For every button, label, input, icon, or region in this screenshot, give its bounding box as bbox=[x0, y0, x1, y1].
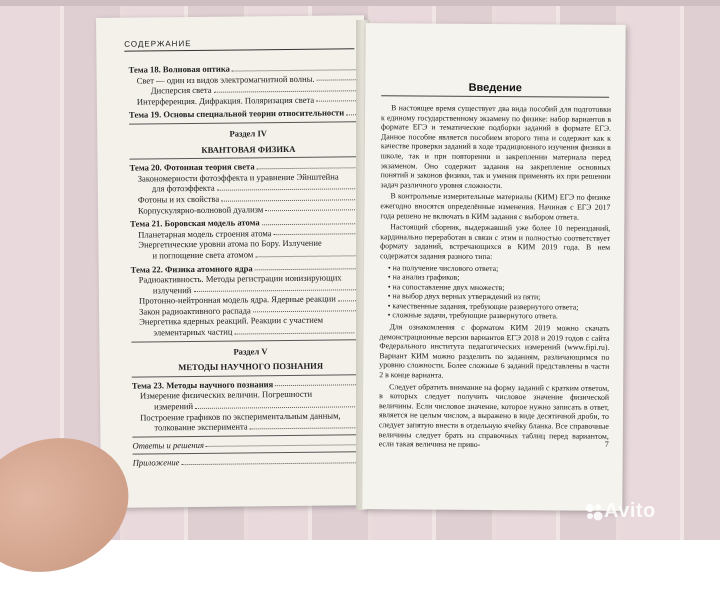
table-plank bbox=[0, 0, 720, 6]
toc-leader-dots bbox=[274, 227, 358, 235]
title-rule bbox=[381, 95, 609, 98]
toc-leader-dots bbox=[206, 438, 356, 447]
toc-entry-title: Радиоактивность. Методы регистрации ионизирующих bbox=[138, 272, 342, 285]
toc-leader-dots bbox=[346, 108, 356, 116]
toc-leader-dots bbox=[253, 304, 359, 313]
toc-separator bbox=[133, 452, 371, 455]
toc-leader-dots bbox=[257, 160, 357, 169]
paragraph: В настоящее время существует два вида пособий для подготовки к единому государственному экзамену по физике: набор вариантов в формате ЕГЭ и тематические подборки заданий в формате ЕГЭ. Данное пособие является пособием второго типа и содержит как к качестве проверки заданий в ходе традиционного изучения физики в школе, так и при повторении и закреплении материала перед экзаменом. Оно содержит задания на закрепление основных понятий и законов физики, так и умения применять их при решении задач различного уровня сложности. bbox=[380, 103, 612, 190]
paragraph: Для ознакомления с форматом КИМ 2019 можно скачать демонстрационные версии вариантов ЕГЭ 2018 и 2019 годов с сайта Федерального института педагогических измерений (www.fipi.ru). Вариант КИМ можно разделить по заданиям, различающимся по уровню сложности. Более сложные 6 заданий представлены в части 2 в конце варианта. bbox=[379, 322, 610, 380]
toc-entry-title: Планетарная модель строения атома bbox=[138, 227, 272, 240]
running-header: СОДЕРЖАНИЕ bbox=[124, 39, 192, 49]
toc-leader-dots bbox=[193, 283, 358, 292]
list-item: • качественные задания, требующие развернутого ответа; bbox=[388, 301, 610, 312]
toc-entry bbox=[132, 438, 370, 451]
toc-section-heading: МЕТОДЫ НАУЧНОГО ПОЗНАНИЯ bbox=[178, 360, 324, 373]
toc-entry-title: Тема 22. Физика атомного ядра bbox=[130, 262, 253, 275]
toc-leader-dots bbox=[232, 62, 356, 71]
toc-section-heading: Раздел V bbox=[233, 345, 268, 357]
list-item: • сложные задачи, требующие развернутого ответа. bbox=[388, 311, 610, 322]
toc-entry-title: Тема 20. Фотонная теория света bbox=[129, 161, 255, 173]
toc-entry-title: Ответы и решения bbox=[132, 439, 204, 451]
toc-entry-title: Интерференция. Дифракция. Поляризация света bbox=[136, 94, 315, 107]
toc-entry bbox=[129, 94, 367, 107]
toc-entry-title: Построение графиков по экспериментальным данным, bbox=[140, 410, 341, 423]
toc-entry bbox=[132, 420, 370, 433]
toc-entry-title: и поглощение света атомом bbox=[152, 249, 254, 261]
list-item: • на анализ графиков; bbox=[388, 272, 610, 283]
toc-entry-title: для фотоэффекта bbox=[151, 183, 215, 194]
header-rule bbox=[124, 48, 354, 51]
toc-leader-dots bbox=[195, 399, 355, 408]
toc-leader-dots bbox=[217, 182, 358, 191]
toc-section-heading: Раздел IV bbox=[229, 128, 268, 139]
table-of-contents bbox=[128, 59, 370, 468]
toc-entry-title: Энергетика ядерных реакций. Реакции с участием bbox=[139, 315, 324, 328]
toc-separator bbox=[132, 374, 370, 377]
toc-leader-dots bbox=[234, 325, 354, 334]
toc-leader-dots bbox=[316, 94, 356, 102]
toc-leader-dots bbox=[214, 83, 357, 92]
right-page bbox=[362, 23, 625, 511]
toc-separator bbox=[132, 434, 370, 437]
toc-entry-title: Тема 19. Основы специальной теории относительности bbox=[128, 107, 345, 121]
toc-leader-dots bbox=[181, 456, 355, 465]
toc-separator bbox=[131, 339, 369, 342]
toc-leader-dots bbox=[255, 248, 358, 257]
page-number: 7 bbox=[604, 439, 609, 449]
toc-entry-title: Измерение физических величин. Погрешности bbox=[139, 389, 313, 401]
toc-entry-title: Корпускулярно-волновой дуализм bbox=[137, 203, 264, 216]
toc-leader-dots bbox=[255, 262, 358, 271]
list-item: • на сопоставление двух множеств; bbox=[388, 282, 610, 293]
toc-entry-title: Дисперсия света bbox=[150, 84, 212, 96]
avito-logo-icon bbox=[584, 502, 604, 522]
toc-entry-title: Тема 18. Волновая оптика bbox=[128, 63, 230, 75]
toc-entry-title: Фотоны и их свойства bbox=[137, 193, 220, 205]
left-page bbox=[96, 15, 369, 508]
toc-leader-dots bbox=[262, 216, 358, 225]
toc-leader-dots bbox=[275, 378, 355, 386]
toc-leader-dots bbox=[265, 203, 357, 212]
toc-entry-title: Энергетические уровни атома по Бору. Излучение bbox=[138, 237, 322, 250]
toc-entry-title: элементарных частиц bbox=[153, 326, 233, 338]
toc-separator bbox=[129, 121, 367, 124]
toc-entry-title: Тема 21. Боровская модель атома bbox=[130, 217, 260, 229]
paragraph: Следует обратить внимание на форму заданий с кратким ответом, в которых следует получить числовое значение физической величины. Если числовое значение, которое нужно записать в ответ, является не целым числом, а выражено в виде десятичной дроби, то следует запятую внести в отдельную ячейку бланка. Все справочные величины следует брать из справочных таблиц перед вариантом, если такая величина не приво- bbox=[378, 381, 610, 450]
toc-entry-title: Приложение bbox=[132, 457, 180, 469]
toc-separator bbox=[129, 156, 367, 159]
page-title: Введение bbox=[468, 81, 522, 95]
toc-entry-title: Закон радиоактивного распада bbox=[139, 305, 251, 317]
toc-leader-dots bbox=[250, 421, 356, 430]
watermark: Avito bbox=[604, 500, 656, 522]
toc-entry-title: Закономерности фотоэффекта и уравнение Эйнштейна bbox=[137, 171, 339, 184]
toc-entry-title: излучений bbox=[152, 284, 192, 296]
toc-entry bbox=[129, 108, 367, 121]
toc-entry-title: Свет — один из видов электромагнитной волны. bbox=[136, 73, 315, 86]
toc-entry bbox=[130, 248, 368, 261]
toc-entry-title: измерений bbox=[154, 401, 194, 412]
toc-entry-title: толкование эксперимента bbox=[154, 421, 248, 433]
paragraph: Настоящий сборник, выдержавший уже более 10 переизданий, кардинально переработан в связи с этим и полностью соответствует формату заданий, встречающихся в КИМ 2019 года. В нем содержатся задания разного типа: bbox=[380, 222, 611, 261]
toc-leader-dots bbox=[221, 192, 357, 201]
paragraph: В контрольные измерительные материалы (КИМ) ЕГЭ по физике ежегодно вносятся определённые изменения. Начиная с ЕГЭ 2017 года решено не включать в КИМ задания с выбором ответа. bbox=[380, 191, 611, 222]
toc-leader-dots bbox=[317, 73, 357, 81]
toc-section-heading: КВАНТОВАЯ ФИЗИКА bbox=[201, 143, 296, 155]
intro-text bbox=[379, 103, 611, 452]
task-type-list bbox=[388, 263, 610, 322]
list-item: • на выбор двух верных утверждений из пяти; bbox=[388, 292, 610, 303]
toc-entry-title: Тема 23. Методы научного познания bbox=[131, 379, 274, 391]
toc-entry-title: Протонно-нейтронная модель ядра. Ядерные реакции bbox=[138, 293, 336, 306]
toc-entry bbox=[130, 203, 368, 216]
toc-entry bbox=[131, 325, 369, 338]
toc-entry bbox=[133, 456, 371, 469]
list-item: • на получение числового ответа; bbox=[388, 263, 610, 274]
